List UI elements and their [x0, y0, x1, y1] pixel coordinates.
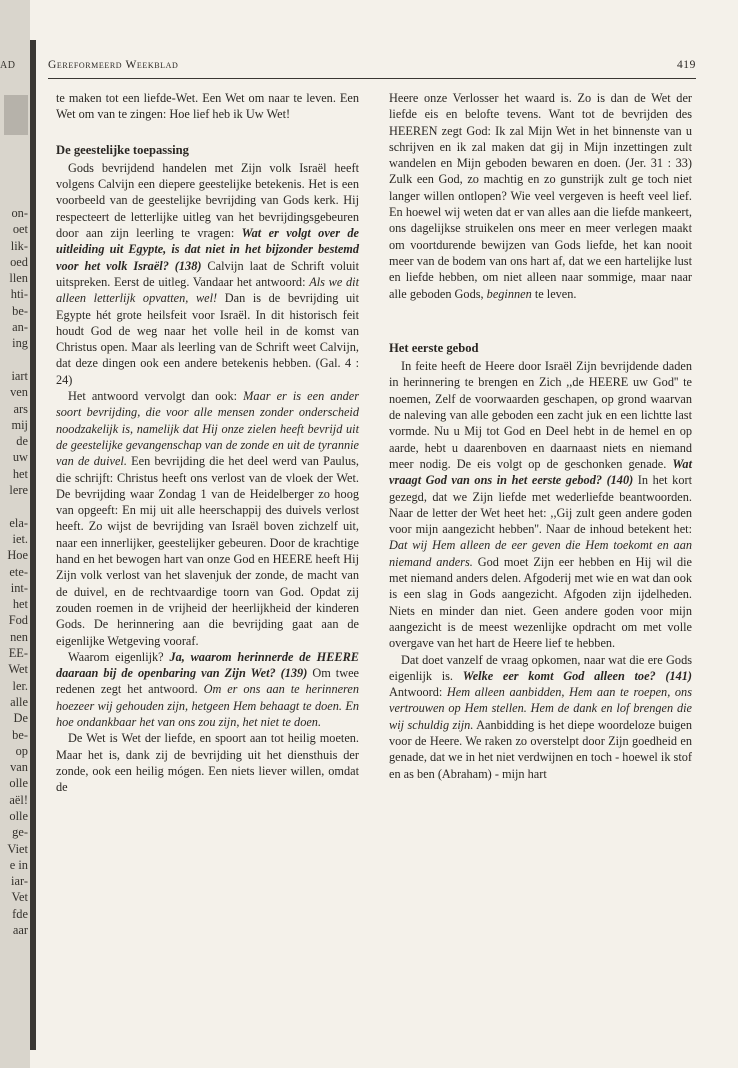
left-paragraph-4: De Wet is Wet der liefde, en spoort aan tot heilig moeten. Maar het is, dank zij de bevrijding uit het diensthuis der zonde, ook een heilig mógen. Een niets liever willen, omdat de	[56, 731, 359, 795]
margin-fragment: het	[12, 466, 28, 481]
left-column	[56, 90, 359, 795]
margin-fragment: hti-	[10, 287, 28, 302]
margin-fragment: ars	[13, 401, 28, 416]
margin-fragment: Wet	[8, 662, 28, 677]
right-paragraph-2: Dat doet vanzelf de vraag opkomen, naar wat die ere Gods eigenlijk is. Welke eer komt God alleen toe? (141) Antwoord: Hem alleen aanbidden, Hem aan te roepen, ons vertrouwen op Hem stellen. Hem de dank en lof brengen die wij schuldig zijn. Aanbidding is het diepe woordeloze buigen voor de Heere. We raken zo overstelpt door Zijn goedheid en genade, dat we in het niet verdwijnen en toch - hoewel ik stof en as ben (Abraham) - mijn hart	[389, 652, 693, 781]
margin-fragment: De	[13, 711, 28, 726]
margin-fragment: op	[15, 743, 28, 758]
margin-fragment: on-	[11, 206, 28, 220]
page-header	[48, 59, 696, 71]
margin-fragment: aël!	[9, 792, 28, 807]
previous-page-header-fragment: AD	[0, 60, 16, 71]
margin-fragment: nen	[10, 629, 28, 644]
left-paragraph-1: Gods bevrijdend handelen met Zijn volk Israël heeft volgens Calvijn een diepere geestelijke betekenis. Het is een voorbeeld van de geestelijke bevrijding van Gods kerk. Hij respecteert de letterlijke uitleg van het bevrijdingsgebeuren door aan zijn leerling te vragen: Wat er volgt over de uitleiding uit Egypte, is dat niet in het bijzonder bestemd voor het volk Israël? (138) Calvijn laat de Schrift voluit uitspreken. Eerst de uitleg. Vandaar het antwoord: Als we dit alleen letterlijk opvatten, wel! Dan is de bevrijding uit Egypte hét grote heilsfeit voor Israël. In dit historisch feit houdt God de weg naar het volle heil in de komst van Christus open. Maar als leerling van de Schrift weet Calvijn, dat deze dingen ook een andere betekenis hebben. (Gal. 4 : 24)	[56, 160, 360, 387]
margin-fragment: oed	[10, 254, 28, 269]
binding-line	[30, 40, 36, 1050]
margin-fragment: alle	[10, 694, 28, 709]
margin-fragment: uw	[12, 450, 28, 465]
page-number: 419	[676, 59, 696, 71]
section-heading-first-commandment: Het eerste gebod	[389, 340, 479, 355]
margin-fragment: ven	[10, 385, 28, 400]
right-paragraph-1: In feite heeft de Heere door Israël Zijn bevrijdende daden in herinnering te brengen en Zich ,,de HEERE uw God'' te noemen, Zelf de voorwaarden geschapen, op grond waarvan de naleving van alle geboden een zacht juk en een lichtte last vormde. Nu u Mij tot God en Deel hebt in de hemel en op aarde, hebt u daarenboven en daarnaast niets en niemand meer nodig. De eis volgt op de geschonken genade. Wat vraagt God van ons in het eerste gebod? (140) In het kort gezegd, dat we Zijn liefde met wederliefde beantwoorden. Naar de letter der Wet heet het: ,,Gij zult geen andere goden voor mijn aangezicht hebben''. Naar de inhoud betekent het: Dat wij Hem alleen de eer geven die Hem toekomt en aan niemand anders. God moet Zijn eer hebben en Hij wil die met niemand anders delen. Afgoderij met wie en wat dan ook is een slag in Gods aangezicht. Afgoden zijn ijdelheden. Niets en minder dan niet. Geen andere goden voor mijn aangezicht is de meest wezenlijke opdracht om met volle overgave van het hart de Heere lief te hebben.	[389, 359, 692, 651]
margin-fragment: Hoe	[7, 548, 28, 563]
margin-fragment: be-	[12, 303, 28, 318]
header-rule	[48, 78, 696, 79]
margin-fragment: Fod	[8, 613, 28, 628]
previous-page-text-fragments	[0, 205, 28, 938]
margin-fragment: iart	[11, 368, 28, 383]
margin-fragment: iar-	[11, 874, 28, 889]
margin-fragment: e in	[9, 857, 28, 872]
margin-fragment: de	[16, 434, 28, 449]
margin-fragment: an-	[12, 320, 28, 335]
section-heading-spiritual-application: De geestelijke toepassing	[56, 142, 189, 157]
margin-fragment: oet	[12, 222, 28, 237]
margin-fragment: EE-	[8, 646, 28, 661]
margin-fragment: olle	[9, 808, 28, 823]
margin-fragment: fde	[12, 906, 28, 921]
margin-fragment: ete-	[9, 564, 28, 579]
margin-fragment: Vet	[11, 890, 28, 905]
margin-fragment: lere	[9, 483, 28, 498]
margin-fragment: int-	[10, 580, 28, 595]
margin-fragment: ge-	[12, 825, 28, 840]
margin-fragment: ing	[12, 336, 28, 351]
margin-fragment: ela-	[9, 515, 28, 530]
margin-fragment: van	[10, 760, 28, 775]
catechism-question-139: Ja, waarom herinnerde de HEERE daaraan bij de openbaring van Zijn Wet? (139)	[56, 649, 360, 681]
margin-fragment: olle	[9, 776, 28, 791]
publication-title: Gereformeerd Weekblad	[48, 59, 179, 71]
margin-fragment	[0, 352, 28, 368]
catechism-question-138: Wat er volgt over de uitleiding uit Egypte, is dat niet in het bijzonder bestemd voor het volk Israël? (138)	[56, 226, 360, 273]
margin-fragment: het	[12, 597, 28, 612]
catechism-question-141: Welke eer komt God alleen toe? (141)	[462, 668, 693, 683]
page-tab-marker	[4, 95, 28, 135]
margin-fragment	[0, 498, 28, 514]
catechism-question-140: Wat vraagt God van ons in het eerste gebod? (140)	[389, 456, 692, 488]
margin-fragment: ler.	[12, 678, 28, 693]
right-column	[389, 90, 692, 782]
right-intro-paragraph: Heere onze Verlosser het waard is. Zo is dan de Wet der liefde eis en belofte tevens. Want tot de bevrijden des HEEREN zegt God: Ik zal Mijn Wet in het binnenste van u schrijven en ik zal maken dat gij in Mijn inzettingen zult wandelen en Mijn geboden bewaren en doen. (Jer. 31 : 33) Zulk een God, zo machtig en zo gunstrijk zult ge toch niet langer willen ontlopen? Wie veel vergeven is heeft veel lief. En hoewel wij weten dat er van alles aan die liefde mankeert, ons dagelijkse struikelen ons meer en meer verlegen maakt om voortdurende bewijzen van Gods liefde, het kan nooit meer van de bodem van ons hart af, dat we een hartelijke lust en liefde hebben, om niet alleen naar sommige, maar naar alle geboden Gods, beginnen te leven.	[389, 91, 692, 301]
left-intro-paragraph: te maken tot een liefde-Wet. Een Wet om naar te leven. Een Wet om van te zingen: Hoe lief heb ik Uw Wet!	[56, 91, 359, 122]
margin-fragment: aar	[12, 923, 28, 938]
margin-fragment: mij	[11, 417, 28, 432]
margin-fragment: Viet	[7, 841, 28, 856]
margin-fragment: be-	[12, 727, 28, 742]
margin-fragment: iet.	[12, 531, 28, 546]
margin-fragment: lik-	[10, 238, 28, 253]
left-paragraph-3: Waarom eigenlijk? Ja, waarom herinnerde de HEERE daaraan bij de openbaring van Zijn Wet? (139) Om twee redenen zegt het antwoord. Om er ons aan te herinneren hoezeer wij gehouden zijn, hetgeen Hem behaagt te doen. En hoe ondankbaar het van ons zou zijn, het niet te doen.	[56, 649, 360, 729]
margin-fragment: llen	[9, 271, 28, 286]
left-paragraph-2: Het antwoord vervolgt dan ook: Maar er is een ander soort bevrijding, die voor alle mensen zonder onderscheid noodzakelijk is, namelijk dat Hij onze zielen heeft bevrijd uit de geestelijke gevangenschap van de zonde en uit de tyrannie van de duivel. Een bevrijding die het deel werd van Paulus, die schrijft: Christus heeft ons verlost van de vloek der Wet. De bevrijding waar Zondag 1 van de Heidelberger zo hoog van opgeeft: En mij uit alle heerschappij des duivels verlost heeft. Zo wijst de bevrijding van Israël boven zichzelf uit, naar een innerlijker, geestelijker gebeuren. Door de krachtige hand en het bewogen hart van onze God en HEERE heeft Hij Zijn volk verlost van het slavenjuk der zonde, de macht van de duivel, en de rechtvaardige toorn van God. Opdat zij zouden roemen in de vrijheid der heerlijkheid der kinderen Gods. De herinnering aan die bevrijding gaat aan de eigenlijke Wetgeving vooraf.	[56, 389, 359, 648]
